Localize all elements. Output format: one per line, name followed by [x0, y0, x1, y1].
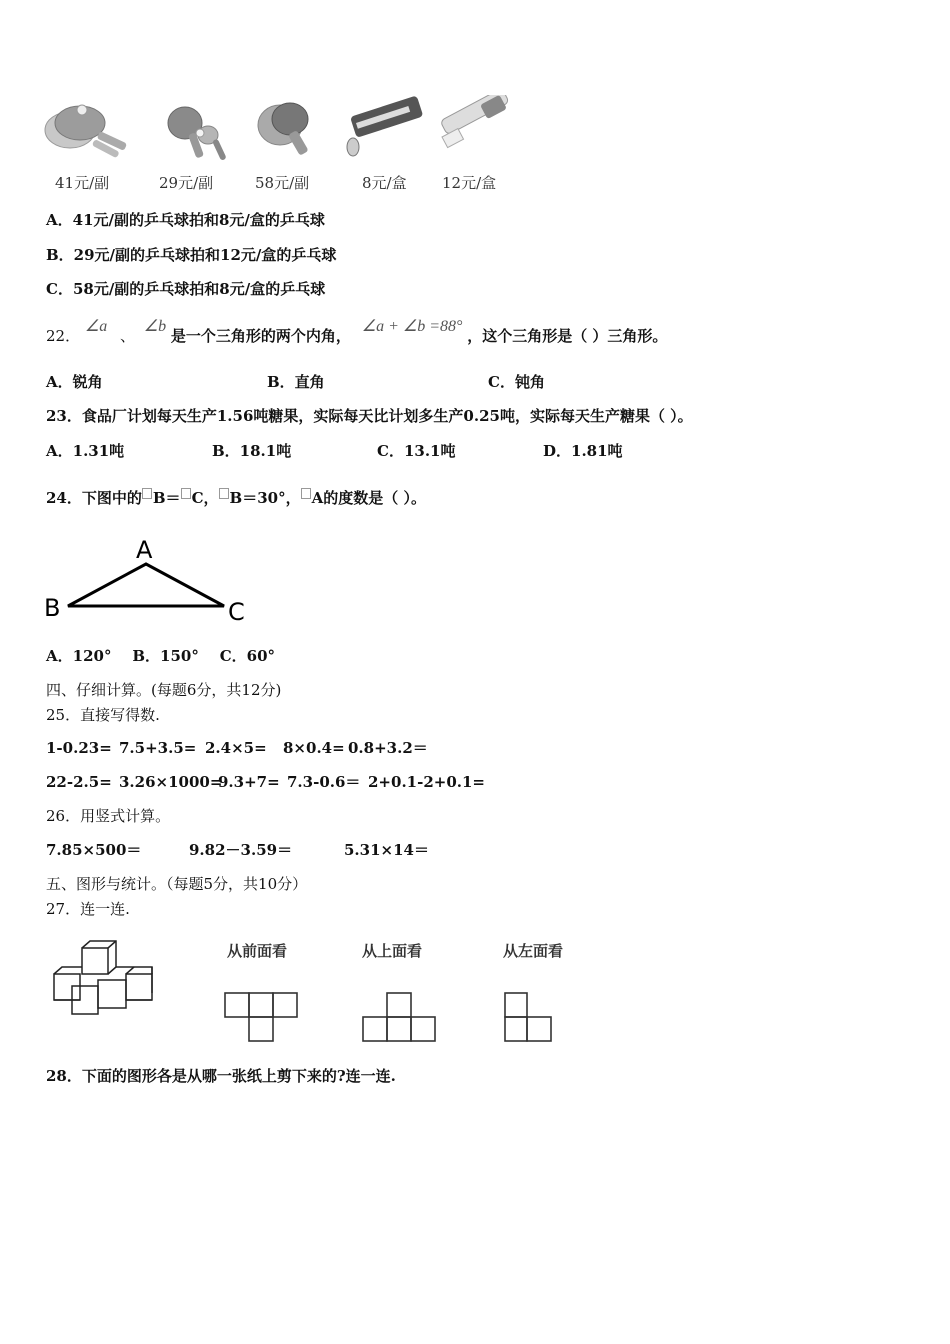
triangle-diagram [40, 532, 260, 632]
q21-option-a[interactable]: A．41元/副的乒乓球拍和8元/盒的乒乓球 [46, 211, 325, 229]
q22-option-c[interactable]: C．钝角 [488, 373, 545, 391]
cube-stack-figure [48, 938, 160, 1020]
angle-symbol-icon [181, 488, 191, 499]
calc-item: 2+0.1-2+0.1= [368, 773, 485, 791]
product-images [40, 95, 520, 170]
angle-sum-expression: ∠a + ∠b =88° [361, 318, 463, 335]
q23-option-d[interactable]: D．1.81吨 [543, 442, 623, 460]
calc-item: 7.5+3.5= [119, 739, 197, 757]
price-label: 41元/副 [55, 174, 110, 192]
angle-symbol-icon [301, 488, 311, 499]
paddle-pair-icon [45, 105, 127, 158]
calc-item: 2.4×5= [205, 739, 267, 757]
paddle-with-ball-icon [168, 107, 227, 161]
q22-option-b[interactable]: B．直角 [267, 373, 325, 391]
q22-question: 22． ∠a 、 ∠b 是一个三角形的两个内角， ∠a + ∠b =88° ，这个三角形是（ ）三角形。 [46, 318, 668, 345]
ball-tube-icon [440, 95, 509, 148]
q28-title: 28．下面的图形各是从哪一张纸上剪下来的?连一连. [46, 1067, 396, 1085]
q24-options[interactable]: A．120° B．150° C．60° [46, 647, 276, 665]
price-label: 29元/副 [159, 174, 214, 192]
angle-symbol-icon [142, 488, 152, 499]
vertical-calc-item: 7.85×500＝ [46, 841, 142, 859]
q22-option-a[interactable]: A．锐角 [46, 373, 103, 391]
q23-question: 23．食品厂计划每天生产1.56吨糖果，实际每天比计划多生产0.25吨，实际每天生产糖果（ ）。 [46, 407, 693, 425]
calc-item: 0.8+3.2＝ [348, 739, 428, 757]
vertex-label-a: A [136, 536, 153, 564]
calc-item: 1-0.23= [46, 739, 112, 757]
q25-title: 25．直接写得数. [46, 706, 160, 724]
paddle-single-icon [258, 103, 309, 156]
price-label: 12元/盒 [442, 174, 497, 192]
section5-title: 五、图形与统计。（每题5分，共10分） [46, 875, 308, 893]
angle-a: ∠a [84, 318, 108, 335]
vertical-calc-item: 9.82－3.59＝ [189, 841, 293, 859]
triangle-abc [68, 564, 224, 606]
calc-item: 3.26×1000= [119, 773, 223, 791]
calc-item: 22-2.5= [46, 773, 112, 791]
angle-b: ∠b [143, 318, 167, 335]
q21-option-c[interactable]: C．58元/副的乒乓球拍和8元/盒的乒乓球 [46, 280, 326, 298]
angle-symbol-icon [219, 488, 229, 499]
ball-box-icon [347, 95, 423, 156]
q26-title: 26．用竖式计算。 [46, 807, 171, 825]
q23-option-a[interactable]: A．1.31吨 [46, 442, 125, 460]
left-view-shape[interactable] [502, 990, 556, 1044]
price-label: 8元/盒 [362, 174, 407, 192]
q27-title: 27．连一连. [46, 900, 130, 918]
view-label-left: 从左面看 [503, 942, 564, 960]
section4-title: 四、仔细计算。(每题6分，共12分) [46, 681, 282, 699]
vertex-label-b: B [44, 594, 61, 622]
calc-item: 7.3-0.6＝ [287, 773, 361, 791]
calc-item: 9.3+7= [218, 773, 280, 791]
vertex-label-c: C [228, 598, 245, 626]
front-view-shape[interactable] [222, 990, 302, 1044]
q24-question: 24．下图中的 B＝ C， B＝30°， A的度数是（ ）。 [46, 489, 426, 507]
vertical-calc-item: 5.31×14＝ [344, 841, 429, 859]
q23-option-c[interactable]: C．13.1吨 [377, 442, 456, 460]
view-label-top: 从上面看 [362, 942, 423, 960]
price-label: 58元/副 [255, 174, 310, 192]
view-label-front: 从前面看 [227, 942, 288, 960]
top-view-shape[interactable] [360, 990, 440, 1044]
calc-item: 8×0.4= [283, 739, 345, 757]
q21-option-b[interactable]: B．29元/副的乒乓球拍和12元/盒的乒乓球 [46, 246, 337, 264]
q23-option-b[interactable]: B．18.1吨 [212, 442, 292, 460]
